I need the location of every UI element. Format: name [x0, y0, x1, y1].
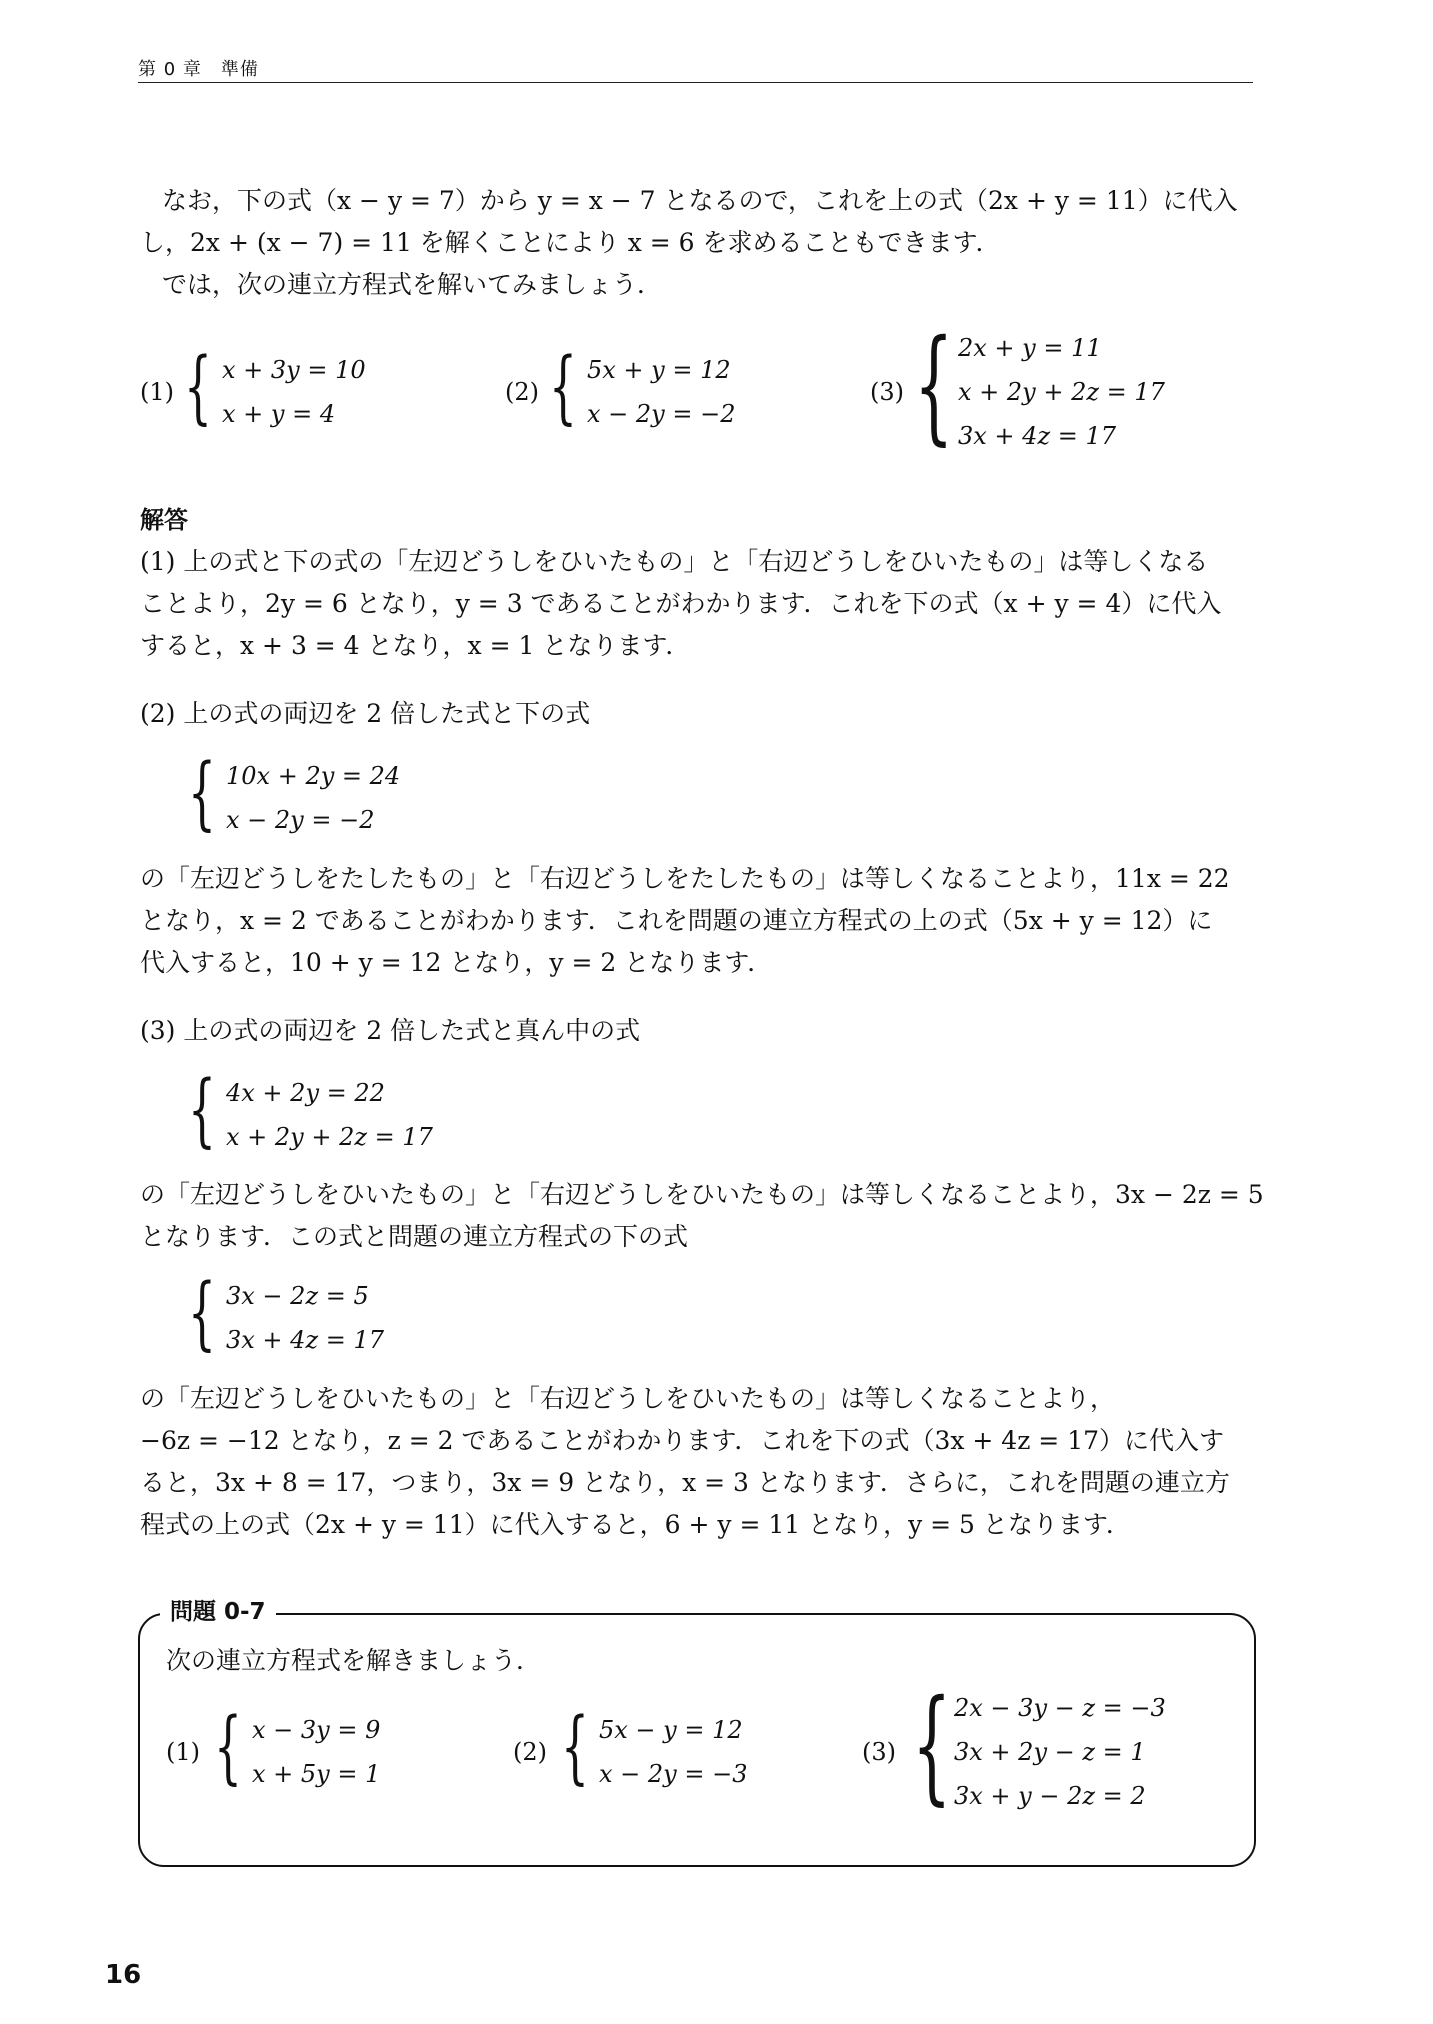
exercise-title: 問題 0-7	[160, 1595, 276, 1629]
exercise-1-equations	[252, 1708, 380, 1796]
problem-3-system	[870, 314, 1200, 458]
equation: 4x + 2y = 22	[226, 1079, 385, 1107]
left-brace-icon: {	[549, 340, 577, 433]
answer-3-line: 程式の上の式（2x + y = 11）に代入すると，6 + y = 11 となり，y = 5 となります．	[140, 1510, 1131, 1539]
answer-3-line: の「左辺どうしをひいたもの」と「右辺どうしをひいたもの」は等しくなることより，3x − 2z = 5	[140, 1180, 1264, 1209]
equation: 3x + y − 2z = 2	[954, 1782, 1146, 1810]
equation: 2x + y = 11	[958, 334, 1102, 362]
answer-2-intro: (2) 上の式の両辺を 2 倍した式と下の式	[140, 699, 591, 728]
exercise-2-equations	[599, 1708, 747, 1796]
answer-2-line: の「左辺どうしをたしたもの」と「右辺どうしをたしたもの」は等しくなることより，11x = 22	[140, 864, 1230, 893]
left-brace-icon: {	[188, 746, 216, 839]
answer-1-line: すると，x + 3 = 4 となり，x = 1 となります．	[140, 631, 691, 660]
problem-3-label: (3)	[870, 378, 904, 406]
equation: 3x + 4z = 17	[226, 1326, 384, 1354]
page-number: 16	[105, 1960, 142, 1990]
answer-3-intro: (3) 上の式の両辺を 2 倍した式と真ん中の式	[140, 1016, 641, 1045]
answer-3-line: −6z = −12 となり，z = 2 であることがわかります．これを下の式（3x + 4z = 17）に代入す	[140, 1426, 1225, 1455]
left-brace-icon: {	[184, 340, 212, 433]
problem-3-equations	[958, 326, 1165, 458]
answer-1-line: ことより，2y = 6 となり，y = 3 であることがわかります．これを下の式（x + y = 4）に代入	[140, 589, 1222, 618]
problem-2-equations	[587, 348, 735, 436]
exercise-1-system	[166, 1700, 426, 1796]
problem-2-label: (2)	[505, 378, 539, 406]
running-header: 第 0 章 準備	[138, 59, 259, 80]
answer-3-system-2	[188, 1266, 448, 1362]
equation: x − 2y = −3	[599, 1760, 748, 1788]
equation: x − 2y = −2	[226, 806, 375, 834]
answer-2-system	[188, 746, 448, 842]
equation: x + 5y = 1	[252, 1760, 381, 1788]
problem-1-label: (1)	[140, 378, 174, 406]
left-brace-icon: {	[188, 1063, 216, 1156]
equation: x + 2y + 2z = 17	[958, 378, 1165, 406]
equation: 3x + 4z = 17	[958, 422, 1116, 450]
equation: x + 3y = 10	[222, 356, 366, 384]
intro-line-3: では，次の連立方程式を解いてみましょう．	[162, 270, 663, 299]
answer-3-equations-1	[226, 1071, 433, 1159]
problem-1-system	[140, 340, 400, 436]
answer-2-line: 代入すると，10 + y = 12 となり，y = 2 となります．	[140, 948, 773, 977]
equation: 5x − y = 12	[599, 1716, 743, 1744]
left-brace-icon: {	[188, 1266, 216, 1359]
header-rule	[138, 82, 1253, 83]
left-brace-icon: {	[912, 1674, 952, 1818]
equation: x + 2y + 2z = 17	[226, 1123, 433, 1151]
exercise-3-system	[862, 1674, 1222, 1818]
answer-1-line: (1) 上の式と下の式の「左辺どうしをひいたもの」と「右辺どうしをひいたもの」は等しくなる	[140, 547, 1209, 576]
problem-1-equations	[222, 348, 366, 436]
answer-heading: 解答	[140, 506, 188, 534]
left-brace-icon: {	[214, 1700, 242, 1793]
equation: x + y = 4	[222, 400, 336, 428]
equation: 3x + 2y − z = 1	[954, 1738, 1146, 1766]
answer-3-equations-2	[226, 1274, 384, 1362]
equation: 10x + 2y = 24	[226, 762, 401, 790]
exercise-3-equations	[954, 1686, 1166, 1818]
answer-2-line: となり，x = 2 であることがわかります．これを問題の連立方程式の上の式（5x + y = 12）に	[140, 906, 1213, 935]
exercise-1-label: (1)	[166, 1738, 200, 1766]
exercise-2-system	[513, 1700, 773, 1796]
exercise-3-label: (3)	[862, 1738, 896, 1766]
exercise-prompt: 次の連立方程式を解きましょう．	[166, 1646, 542, 1675]
left-brace-icon: {	[914, 314, 954, 458]
equation: 3x − 2z = 5	[226, 1282, 369, 1310]
left-brace-icon: {	[561, 1700, 589, 1793]
equation: 2x − 3y − z = −3	[954, 1694, 1166, 1722]
answer-3-system-1	[188, 1063, 448, 1159]
intro-line-1: なお，下の式（x − y = 7）から y = x − 7 となるので，これを上の式（2x + y = 11）に代入	[162, 186, 1238, 215]
answer-3-line: となります．この式と問題の連立方程式の下の式	[140, 1222, 689, 1251]
equation: 5x + y = 12	[587, 356, 731, 384]
answer-3-line: の「左辺どうしをひいたもの」と「右辺どうしをひいたもの」は等しくなることより，	[140, 1384, 1116, 1413]
problem-2-system	[505, 340, 765, 436]
answer-3-line: ると，3x + 8 = 17，つまり，3x = 9 となり，x = 3 となります．さらに，これを問題の連立方	[140, 1468, 1230, 1497]
exercise-2-label: (2)	[513, 1738, 547, 1766]
answer-2-equations	[226, 754, 400, 842]
intro-line-2: し，2x + (x − 7) = 11 を解くことにより x = 6 を求めることもできます．	[140, 228, 1001, 257]
equation: x − 2y = −2	[587, 400, 736, 428]
equation: x − 3y = 9	[252, 1716, 381, 1744]
